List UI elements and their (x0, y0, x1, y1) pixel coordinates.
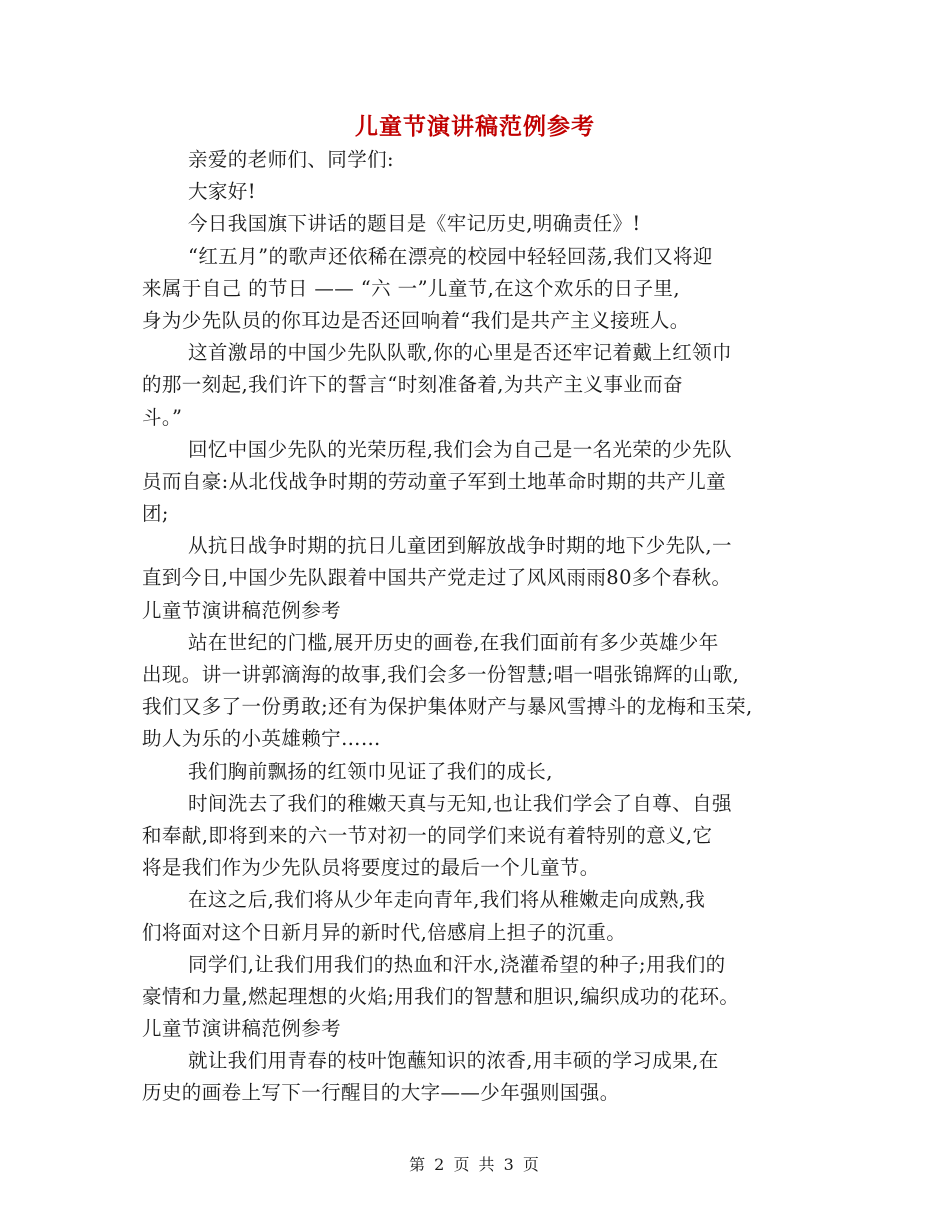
text-line: 亲爱的老师们、同学们: (188, 148, 394, 171)
text-line: 斗。” (142, 405, 183, 429)
text-line: 就让我们用青春的枝叶饱蘸知识的浓香,用丰硕的学习成果,在 (188, 1049, 719, 1073)
text-line: 员而自豪:从北伐战争时期的劳动童子军到土地革命时期的共产儿童 (142, 469, 727, 493)
document-title: 儿童节演讲稿范例参考 (355, 113, 595, 140)
text-line: 和奉献,即将到来的六一节对初一的同学们来说有着特别的意义,它 (142, 823, 713, 847)
text-line: 回忆中国少先队的光荣历程,我们会为自己是一名光荣的少先队 (188, 437, 732, 461)
text-line: 大家好! (188, 180, 256, 204)
text-line: 从抗日战争时期的抗日儿童团到解放战争时期的地下少先队,一 (188, 534, 732, 558)
text-line: “红五月”的歌声还依稀在漂亮的校园中轻轻回荡,我们又将迎 (188, 244, 713, 268)
text-line: 历史的画卷上写下一行醒目的大字——少年强则国强。 (142, 1081, 620, 1105)
text-line: 团; (142, 502, 169, 526)
page-footer: 第 2 页 共 3 页 (409, 1155, 541, 1174)
text-line: 来属于自己 的节日 —— “六 一”儿童节,在这个欢乐的日子里, (142, 276, 680, 300)
text-line: 站在世纪的门槛,展开历史的画卷,在我们面前有多少英雄少年 (188, 630, 719, 654)
text-line: 将是我们作为少先队员将要度过的最后一个儿童节。 (142, 856, 600, 880)
text-line: 我们又多了一份勇敢;还有为保护集体财产与暴风雪搏斗的龙梅和玉荣, (142, 695, 753, 719)
text-line: 出现。讲一讲郭滴海的故事,我们会多一份智慧;唱一唱张锦辉的山歌, (142, 663, 740, 686)
text-line: 儿童节演讲稿范例参考 (142, 1017, 342, 1041)
text-line: 们将面对这个日新月异的新时代,倍感肩上担子的沉重。 (142, 920, 627, 944)
text-line: 身为少先队员的你耳边是否还回响着“我们是共产主义接班人。 (142, 308, 690, 332)
text-line: 助人为乐的小英雄赖宁…… (142, 727, 381, 751)
text-line: 这首激昂的中国少先队队歌,你的心里是否还牢记着戴上红领巾 (188, 341, 732, 365)
text-line: 的那一刻起,我们许下的誓言“时刻准备着,为共产主义事业而奋 (142, 373, 683, 397)
text-line: 今日我国旗下讲话的题目是《牢记历史,明确责任》! (188, 212, 641, 236)
text-line: 时间洗去了我们的稚嫩天真与无知,也让我们学会了自尊、自强 (188, 791, 732, 815)
text-line: 儿童节演讲稿范例参考 (142, 598, 342, 622)
text-line: 同学们,让我们用我们的热血和汗水,浇灌希望的种子;用我们的 (188, 952, 726, 976)
text-line: 在这之后,我们将从少年走向青年,我们将从稚嫩走向成熟,我 (188, 888, 706, 912)
text-line: 我们胸前飘扬的红领巾见证了我们的成长, (188, 759, 553, 783)
document-body (142, 144, 822, 1110)
text-line: 豪情和力量,燃起理想的火焰;用我们的智慧和胆识,编织成功的花环。 (142, 984, 740, 1008)
text-line: 直到今日,中国少先队跟着中国共产党走过了风风雨雨80多个春秋。 (142, 566, 732, 590)
